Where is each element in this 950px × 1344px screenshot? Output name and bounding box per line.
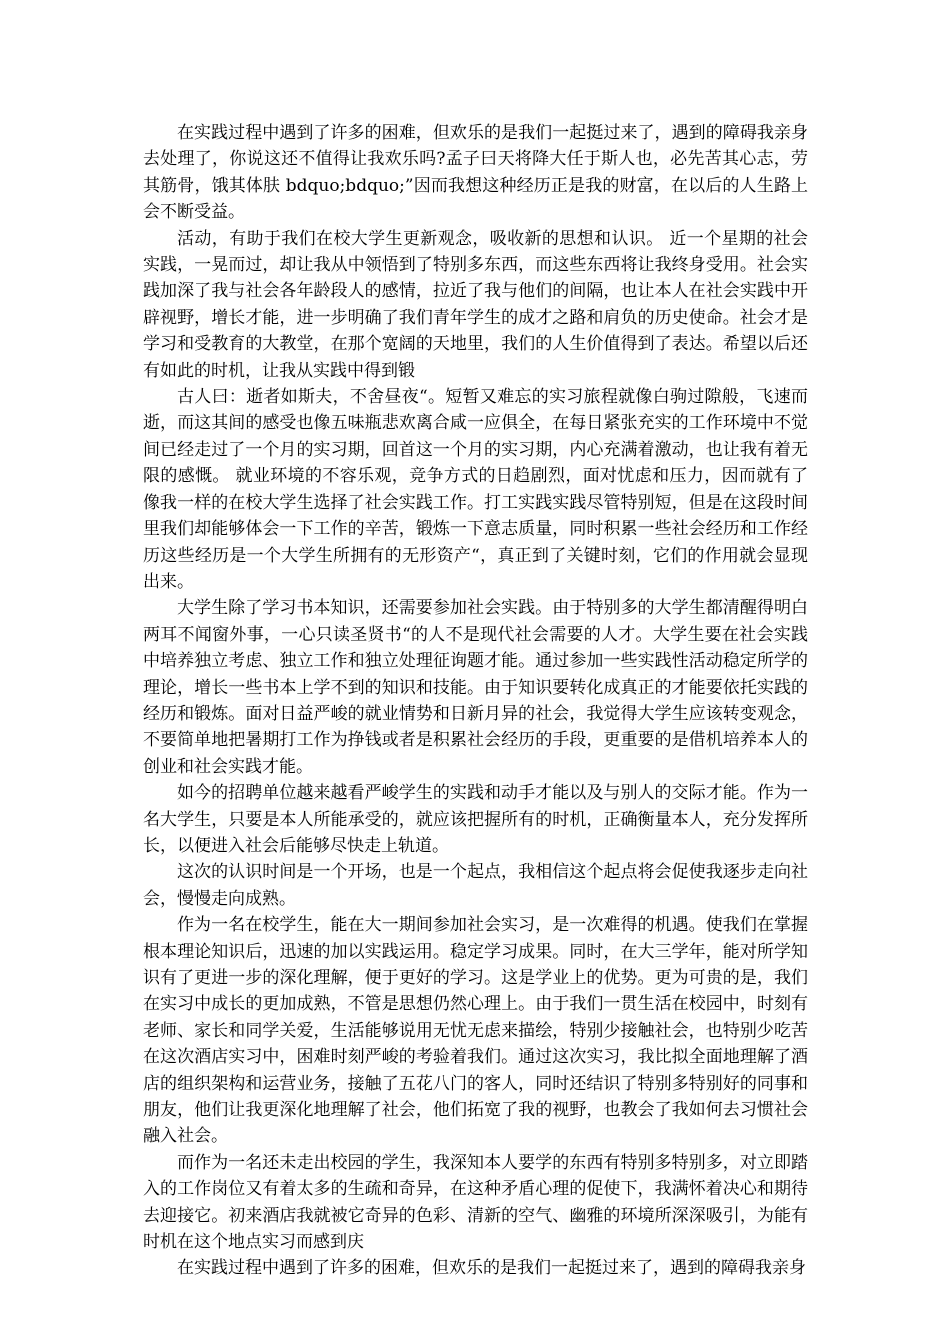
document-page [143, 120, 808, 1282]
paragraph-6: 这次的认识时间是一个开场，也是一个起点，我相信这个起点将会促使我逐步走向社会，慢慢走向成熟。 [143, 862, 808, 909]
paragraph-1: 在实践过程中遇到了许多的困难，但欢乐的是我们一起挺过来了，遇到的障碍我亲身去处理了，你说这还不值得让我欢乐吗?孟子曰天将降大任于斯人也，必先苦其心志，劳其筋骨，饿其体肤 bdquo;bdquo;”因而我想这种经历正是我的财富，在以后的人生路上会不断受益。 [143, 123, 808, 223]
paragraph-7: 作为一名在校学生，能在大一期间参加社会实习，是一次难得的机遇。使我们在掌握根本理论知识后，迅速的加以实践运用。稳定学习成果。同时，在大三学年，能对所学知识有了更进一步的深化理解，便于更好的学习。这是学业上的优势。更为可贵的是，我们在实习中成长的更加成熟，不管是思想仍然心理上。由于我们一贯生活在校园中，时刻有老师、家长和同学关爱，生活能够说用无忧无虑来描绘，特别少接触社会，也特别少吃苦在这次酒店实习中，困难时刻严峻的考验着我们。通过这次实习，我比拟全面地理解了酒店的组织架构和运营业务，接触了五花八门的客人，同时还结识了特别多特别好的同事和朋友，他们让我更深化地理解了社会，他们拓宽了我的视野，也教会了我如何去习惯社会融入社会。 [143, 915, 808, 1147]
paragraph-4: 大学生除了学习书本知识，还需要参加社会实践。由于特别多的大学生都清醒得明白两耳不闻窗外事，一心只读圣贤书“的人不是现代社会需要的人才。大学生要在社会实践中培养独立考虑、独立工作和独立处理征询题才能。通过参加一些实践性活动稳定所学的理论，增长一些书本上学不到的知识和技能。由于知识要转化成真正的才能要依托实践的经历和锻炼。面对日益严峻的就业情势和日新月异的社会，我觉得大学生应该转变观念，不要简单地把暑期打工作为挣钱或者是积累社会经历的手段，更重要的是借机培养本人的创业和社会实践才能。 [143, 598, 808, 777]
paragraph-2: 活动，有助于我们在校大学生更新观念，吸收新的思想和认识。 近一个星期的社会实践，一晃而过，却让我从中领悟到了特别多东西，而这些东西将让我终身受用。社会实践加深了我与社会各年龄段人的感情，拉近了我与他们的间隔，也让本人在社会实践中开辟视野，增长才能，进一步明确了我们青年学生的成才之路和肩负的历史使命。社会才是学习和受教育的大教堂，在那个宽阔的天地里，我们的人生价值得到了表达。希望以后还有如此的时机，让我从实践中得到锻 [143, 228, 808, 381]
paragraph-3: 古人曰：逝者如斯夫，不舍昼夜“。短暂又难忘的实习旅程就像白驹过隙般，飞速而逝，而这其间的感受也像五味瓶悲欢离合咸一应俱全，在每日紧张充实的工作环境中不觉间已经走过了一个月的实习期，回首这一个月的实习期，内心充满着激动，也让我有着无限的感慨。 就业环境的不容乐观，竞争方式的日趋剧烈，面对忧虑和压力，因而就有了像我一样的在校大学生选择了社会实践工作。打工实践实践尽管特别短，但是在这段时间里我们却能够体会一下工作的辛苦，锻炼一下意志质量，同时积累一些社会经历和工作经历这些经历是一个大学生所拥有的无形资产“，真正到了关键时刻，它们的作用就会显现出来。 [143, 387, 808, 592]
paragraph-8: 而作为一名还未走出校园的学生，我深知本人要学的东西有特别多特别多，对立即踏入的工作岗位又有着太多的生疏和奇异，在这种矛盾心理的促使下，我满怀着决心和期待去迎接它。初来酒店我就被它奇异的色彩、清新的空气、幽雅的环境所深深吸引，为能有时机在这个地点实习而感到庆 [143, 1152, 808, 1253]
paragraph-5: 如今的招聘单位越来越看严峻学生的实践和动手才能以及与别人的交际才能。作为一名大学生，只要是本人所能承受的，就应该把握所有的时机，正确衡量本人，充分发挥所长，以便进入社会后能够尽快走上轨道。 [143, 783, 808, 856]
paragraph-9: 在实践过程中遇到了许多的困难，但欢乐的是我们一起挺过来了，遇到的障碍我亲身 [177, 1258, 806, 1279]
